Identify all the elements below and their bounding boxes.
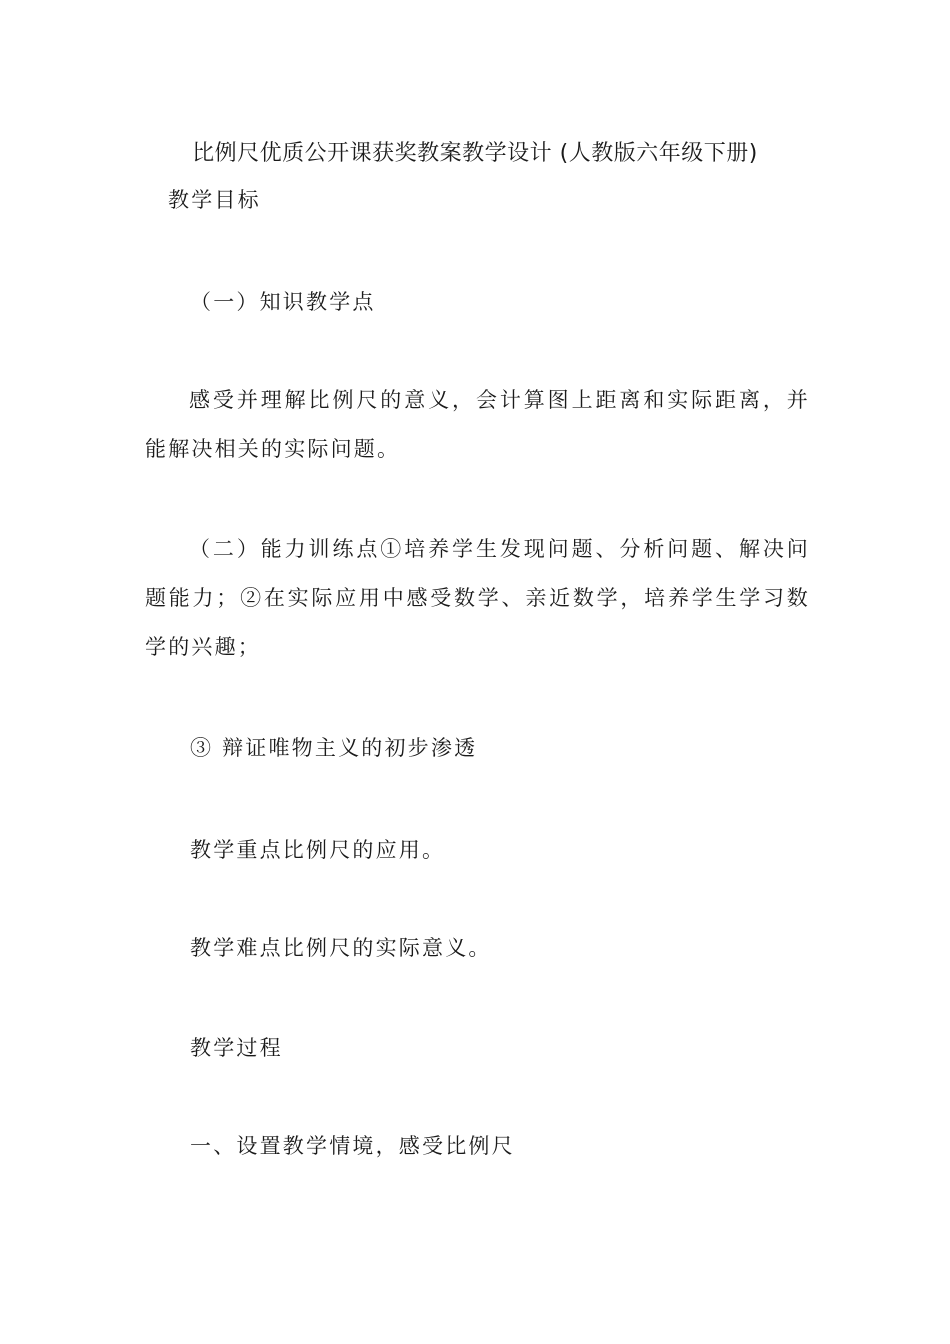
paragraph-key-point: 教学重点比例尺的应用。	[190, 838, 446, 862]
document-title: 比例尺优质公开课获奖教案教学设计 (人教版六年级下册)	[192, 141, 758, 166]
step-one-heading: 一、设置教学情境，感受比例尺	[190, 1134, 515, 1158]
paragraph-knowledge: 感受并理解比例尺的意义，会计算图上距离和实际距离，并能解决相关的实际问题。	[145, 388, 810, 461]
paragraph-ability: （二）能力训练点①培养学生发现问题、分析问题、解决问题能力；②在实际应用中感受数学、亲近数学，培养学生学习数学的兴趣；	[145, 537, 810, 659]
paragraph-difficult-point: 教学难点比例尺的实际意义。	[190, 936, 492, 960]
section-heading-objectives: 教学目标	[168, 188, 261, 212]
section-heading-process: 教学过程	[190, 1036, 283, 1060]
subheading-knowledge: （一）知识教学点	[190, 290, 376, 314]
paragraph-dialectic: ③ 辩证唯物主义的初步渗透	[190, 736, 478, 760]
